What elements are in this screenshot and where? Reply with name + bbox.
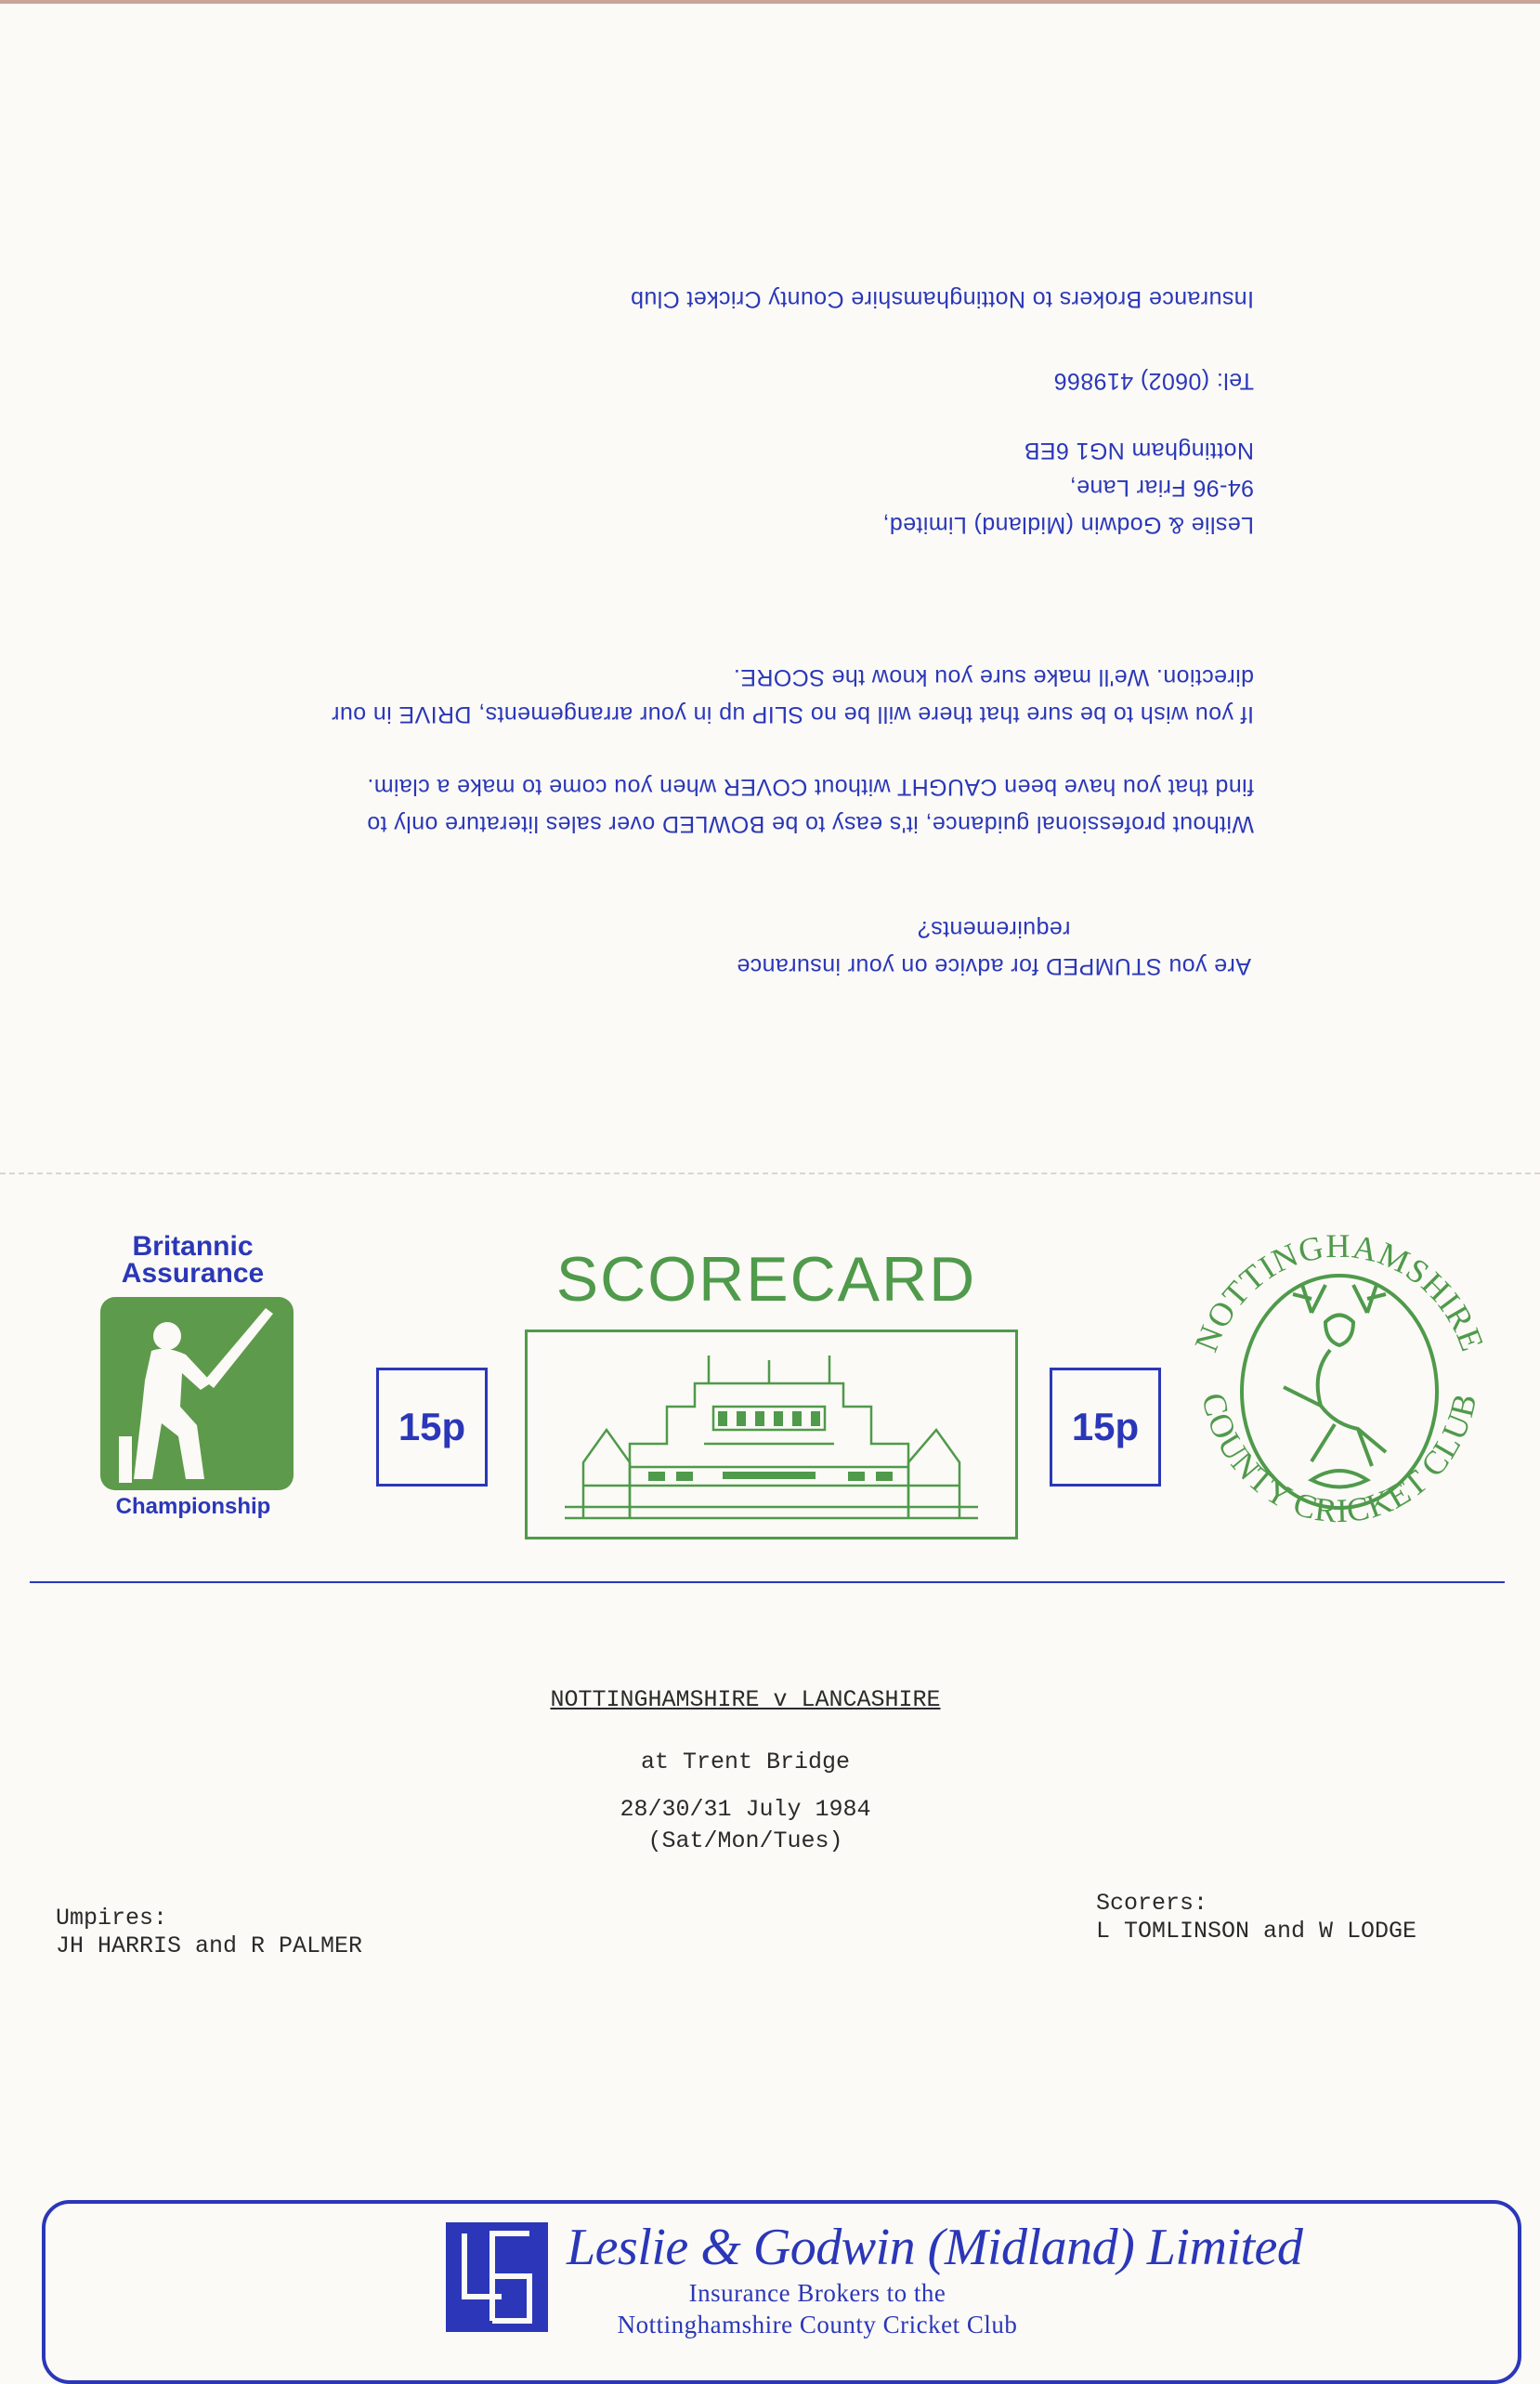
address-line-3: Nottingham NG1 6EB [1024, 438, 1254, 464]
paper-top-edge [0, 0, 1540, 4]
advert-address [882, 432, 1254, 544]
svg-text:COUNTY CRICKET CLUB [1194, 1389, 1484, 1529]
batsman-logo-icon [100, 1297, 294, 1490]
match-days: (Sat/Mon/Tues) [647, 1827, 843, 1854]
footer-line-2: Nottinghamshire County Cricket Club [617, 2311, 1018, 2338]
pavilion-icon [528, 1332, 1015, 1537]
advert-telephone: Tel: (0602) 419866 [1053, 368, 1254, 394]
footer-line-1: Insurance Brokers to the [688, 2279, 946, 2307]
sponsor-line-3: Championship [115, 1494, 271, 1519]
scorers-names: L TOMLINSON and W LODGE [1096, 1918, 1417, 1945]
match-title: NOTTINGHAMSHIRE v LANCASHIRE [550, 1686, 941, 1713]
scorecard-title: SCORECARD [555, 1244, 977, 1315]
advert-brokers: Insurance Brokers to Nottinghamshire County Cricket Club [630, 286, 1254, 312]
fold-line [0, 1172, 1540, 1174]
umpires-label: Umpires: [56, 1905, 168, 1932]
advert-paragraph-2: If you wish to be sure that there will be no SLIP up in your arrangements, DRIVE in our direction. We'll make sure you know the SCORE. [331, 664, 1254, 727]
header-divider [30, 1581, 1505, 1583]
crest-bottom-text: COUNTY CRICKET CLUB [1194, 1389, 1484, 1530]
price-badge-left: 15p [376, 1368, 488, 1487]
sponsor-line-1: Britannic [132, 1231, 254, 1262]
scorers-label: Scorers: [1096, 1890, 1208, 1917]
advert-body [325, 659, 1254, 843]
club-crest [1172, 1211, 1507, 1564]
leslie-godwin-logo-icon [446, 2222, 548, 2332]
crest-top-text: NOTTINGHAMSHIRE [1187, 1226, 1492, 1357]
footer-company-name: Leslie & Godwin (Midland) Limited [567, 2219, 1303, 2276]
advert-question: Are you STUMPED for advice on your insurance requirements? [737, 916, 1251, 979]
address-line-1: Leslie & Godwin (Midland) Limited, [882, 512, 1254, 538]
pavilion-illustration [525, 1330, 1018, 1539]
upside-down-advert [279, 186, 1254, 985]
advert-paragraph-1: Without professional guidance, it's easy to be BOWLED over sales literature only to find that you have been CAUGHT without COVER when you come to make a claim. [366, 774, 1254, 837]
price-badge-right: 15p [1050, 1368, 1161, 1487]
address-line-2: 94-96 Friar Lane, [1069, 475, 1254, 501]
umpires-names: JH HARRIS and R PALMER [56, 1932, 363, 1959]
stag-icon [1284, 1285, 1386, 1487]
match-venue: at Trent Bridge [640, 1749, 851, 1775]
svg-text:NOTTINGHAMSHIRE [1187, 1227, 1491, 1356]
sponsor-title [88, 1233, 297, 1287]
sponsor-line-2: Assurance [121, 1258, 265, 1289]
match-dates: 28/30/31 July 1984 [620, 1796, 871, 1823]
